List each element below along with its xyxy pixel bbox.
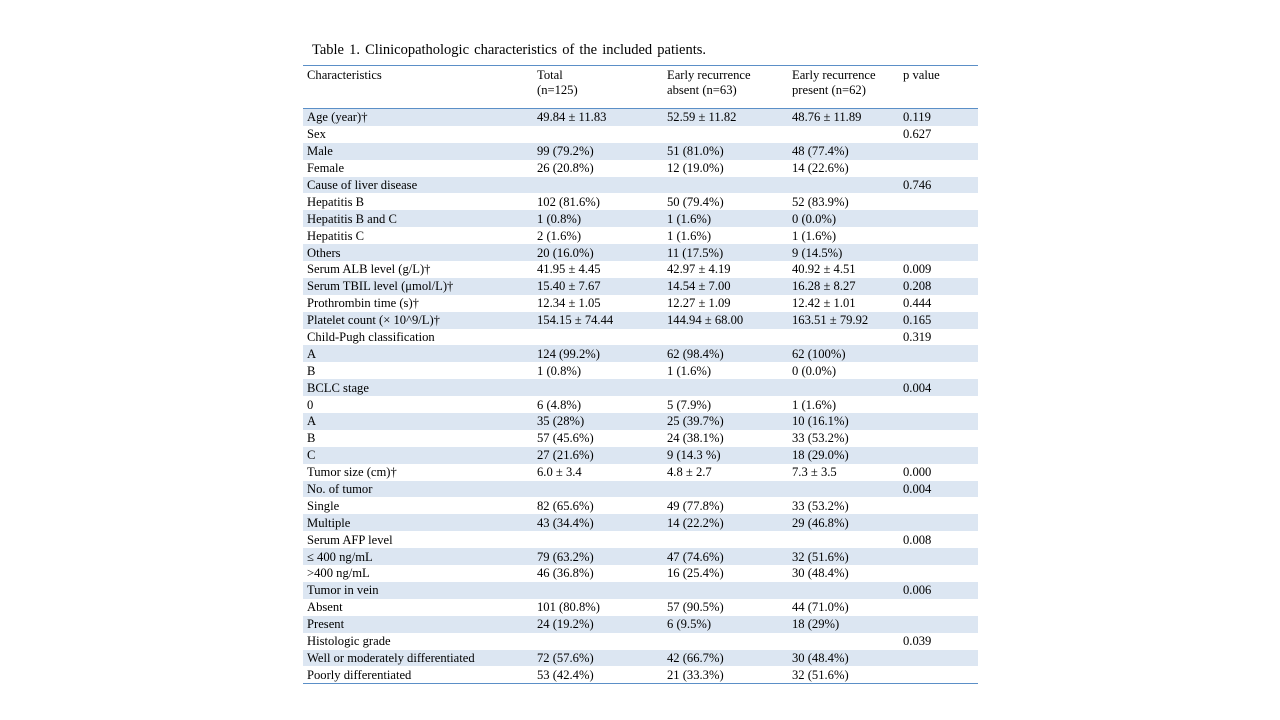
cell-total: 43 (34.4%): [537, 515, 594, 530]
cell-p-value: 0.000: [903, 465, 932, 480]
cell-characteristic: Age (year)†: [307, 110, 368, 125]
table-row: [303, 413, 978, 430]
cell-recurrence-present: 32 (51.6%): [792, 549, 849, 564]
cell-p-value: [899, 447, 978, 464]
cell-characteristic: Hepatitis C: [307, 228, 365, 243]
header-total: [533, 66, 663, 109]
cell-total: 124 (99.2%): [537, 346, 600, 361]
cell-characteristic: C: [307, 448, 316, 463]
cell-total: 82 (65.6%): [537, 498, 594, 513]
cell-total: [533, 582, 663, 599]
cell-p-value: 0.004: [903, 380, 932, 395]
cell-total: 102 (81.6%): [537, 194, 600, 209]
cell-characteristic: BCLC stage: [307, 380, 369, 395]
cell-p-value: 0.039: [903, 634, 932, 649]
cell-recurrence-present: 18 (29.0%): [792, 448, 849, 463]
table-row: [303, 616, 978, 633]
cell-recurrence-absent: 52.59 ± 11.82: [667, 110, 737, 125]
cell-p-value: 0.208: [903, 279, 932, 294]
table-row: [303, 666, 978, 683]
cell-recurrence-absent: 62 (98.4%): [667, 346, 724, 361]
cell-characteristic: B: [307, 363, 316, 378]
cell-recurrence-present: 33 (53.2%): [792, 431, 849, 446]
cell-total: 26 (20.8%): [537, 161, 594, 176]
cell-recurrence-present: [788, 481, 899, 498]
cell-p-value: [899, 396, 978, 413]
cell-total: 99 (79.2%): [537, 144, 594, 159]
cell-p-value: [899, 143, 978, 160]
cell-total: 2 (1.6%): [537, 228, 582, 243]
cell-p-value: 0.006: [903, 583, 932, 598]
cell-p-value: [899, 227, 978, 244]
cell-characteristic: Present: [307, 617, 345, 632]
cell-total: 72 (57.6%): [537, 650, 594, 665]
header-p-value: [899, 66, 978, 109]
cell-p-value: 0.165: [903, 313, 932, 328]
cell-recurrence-absent: [663, 177, 788, 194]
cell-p-value: 0.627: [903, 127, 932, 142]
cell-p-value: 0.746: [903, 178, 932, 192]
cell-characteristic: Histologic grade: [307, 634, 391, 649]
cell-total: 27 (21.6%): [537, 448, 594, 463]
table-row: [303, 548, 978, 565]
cell-recurrence-absent: [663, 582, 788, 599]
cell-total: 57 (45.6%): [537, 431, 594, 446]
cell-recurrence-absent: 6 (9.5%): [667, 617, 712, 632]
cell-recurrence-present: 44 (71.0%): [792, 600, 849, 615]
table-row: [303, 599, 978, 616]
cell-p-value: [899, 599, 978, 616]
cell-p-value: [899, 514, 978, 531]
cell-total: [533, 329, 663, 346]
cell-recurrence-absent: [663, 633, 788, 650]
cell-recurrence-absent: 57 (90.5%): [667, 600, 724, 615]
header-line: absent (n=63): [667, 83, 737, 97]
cell-total: 12.34 ± 1.05: [537, 296, 601, 311]
cell-recurrence-present: 1 (1.6%): [792, 397, 837, 412]
cell-characteristic: Absent: [307, 600, 343, 615]
header-characteristics: [303, 66, 533, 109]
cell-p-value: [899, 210, 978, 227]
cell-total: 79 (63.2%): [537, 549, 594, 564]
cell-recurrence-present: 33 (53.2%): [792, 498, 849, 513]
cell-recurrence-absent: 49 (77.8%): [667, 498, 724, 513]
header-recurrence-absent: [663, 66, 788, 109]
cell-recurrence-absent: [663, 531, 788, 548]
cell-total: 6.0 ± 3.4: [537, 465, 582, 480]
table-row: [303, 210, 978, 227]
cell-characteristic: 0: [307, 397, 314, 412]
cell-recurrence-present: [788, 177, 899, 194]
cell-recurrence-present: [788, 531, 899, 548]
table-row: [303, 497, 978, 514]
cell-recurrence-present: 52 (83.9%): [792, 194, 849, 209]
cell-p-value: [899, 413, 978, 430]
cell-recurrence-absent: [663, 126, 788, 143]
cell-total: [533, 126, 663, 143]
cell-p-value: [899, 666, 978, 683]
cell-recurrence-absent: 12 (19.0%): [667, 161, 724, 176]
cell-total: 154.15 ± 74.44: [537, 313, 614, 328]
cell-total: 53 (42.4%): [537, 667, 594, 682]
table-row: [303, 379, 978, 396]
cell-total: [533, 177, 663, 194]
cell-total: 101 (80.8%): [537, 600, 600, 615]
cell-total: [533, 481, 663, 498]
cell-recurrence-absent: 9 (14.3 %): [667, 448, 721, 463]
cell-p-value: [899, 160, 978, 177]
cell-recurrence-present: 30 (48.4%): [792, 566, 849, 581]
cell-total: 1 (0.8%): [537, 211, 582, 226]
cell-recurrence-absent: 1 (1.6%): [667, 363, 712, 378]
table-row: [303, 160, 978, 177]
cell-total: 49.84 ± 11.83: [537, 110, 607, 125]
cell-characteristic: Single: [307, 498, 340, 513]
cell-total: 35 (28%): [537, 414, 585, 429]
cell-characteristic: Cause of liver disease: [307, 178, 418, 192]
header-line: present (n=62): [792, 83, 866, 97]
header-line: p value: [903, 68, 940, 82]
cell-p-value: [899, 430, 978, 447]
cell-total: 15.40 ± 7.67: [537, 279, 601, 294]
cell-p-value: [899, 497, 978, 514]
cell-recurrence-absent: 1 (1.6%): [667, 228, 712, 243]
cell-characteristic: Platelet count (× 10^9/L)†: [307, 313, 440, 328]
cell-p-value: [899, 244, 978, 261]
header-line: Characteristics: [307, 68, 382, 82]
table-row: [303, 481, 978, 498]
cell-recurrence-absent: 24 (38.1%): [667, 431, 724, 446]
cell-recurrence-absent: [663, 481, 788, 498]
cell-characteristic: Well or moderately differentiated: [307, 650, 475, 665]
cell-characteristic: Male: [307, 144, 333, 159]
cell-characteristic: Prothrombin time (s)†: [307, 296, 419, 311]
cell-recurrence-absent: 25 (39.7%): [667, 414, 724, 429]
cell-total: 20 (16.0%): [537, 245, 594, 260]
cell-recurrence-absent: [663, 379, 788, 396]
table-row: [303, 633, 978, 650]
table-row: [303, 565, 978, 582]
cell-recurrence-absent: 5 (7.9%): [667, 397, 712, 412]
cell-total: 1 (0.8%): [537, 363, 582, 378]
header-row: [303, 66, 978, 109]
cell-recurrence-present: [788, 329, 899, 346]
cell-p-value: [899, 362, 978, 379]
table-row: [303, 261, 978, 278]
cell-recurrence-absent: 11 (17.5%): [667, 245, 724, 260]
cell-total: [533, 633, 663, 650]
cell-recurrence-absent: 42 (66.7%): [667, 650, 724, 665]
cell-p-value: [899, 193, 978, 210]
cell-recurrence-present: 163.51 ± 79.92: [792, 313, 869, 328]
table-row: [303, 396, 978, 413]
cell-p-value: 0.444: [903, 296, 932, 311]
characteristics-table-container: [303, 65, 978, 684]
cell-characteristic: Child-Pugh classification: [307, 330, 435, 345]
cell-recurrence-present: 48.76 ± 11.89: [792, 110, 862, 125]
cell-recurrence-absent: [663, 329, 788, 346]
cell-recurrence-present: 18 (29%): [792, 617, 840, 632]
cell-recurrence-absent: 14 (22.2%): [667, 515, 724, 530]
cell-recurrence-present: [788, 582, 899, 599]
table-row: [303, 143, 978, 160]
cell-total: 24 (19.2%): [537, 617, 594, 632]
table-row: [303, 345, 978, 362]
cell-total: 46 (36.8%): [537, 566, 594, 581]
cell-characteristic: B: [307, 431, 316, 446]
cell-p-value: [899, 616, 978, 633]
header-line: Early recurrence: [667, 68, 751, 82]
table-row: [303, 582, 978, 599]
cell-p-value: 0.319: [903, 330, 932, 345]
cell-characteristic: Tumor size (cm)†: [307, 465, 397, 480]
table-row: [303, 514, 978, 531]
table-row: [303, 295, 978, 312]
table-header: [303, 66, 978, 109]
table-row: [303, 227, 978, 244]
cell-recurrence-present: 30 (48.4%): [792, 650, 849, 665]
characteristics-table: [303, 65, 978, 684]
table-row: [303, 109, 978, 126]
table-row: [303, 447, 978, 464]
header-line: (n=125): [537, 83, 578, 97]
cell-recurrence-absent: 42.97 ± 4.19: [667, 262, 731, 277]
cell-characteristic: Serum ALB level (g/L)†: [307, 262, 431, 277]
cell-p-value: [899, 565, 978, 582]
cell-recurrence-present: 1 (1.6%): [792, 228, 837, 243]
cell-p-value: [899, 548, 978, 565]
header-line: Total: [537, 68, 563, 82]
cell-recurrence-absent: 50 (79.4%): [667, 194, 724, 209]
cell-p-value: [899, 650, 978, 667]
table-row: [303, 362, 978, 379]
table-row: [303, 430, 978, 447]
cell-characteristic: A: [307, 346, 317, 361]
cell-recurrence-present: 7.3 ± 3.5: [792, 465, 837, 480]
cell-recurrence-present: 12.42 ± 1.01: [792, 296, 856, 311]
cell-p-value: 0.008: [903, 532, 932, 547]
cell-recurrence-absent: 21 (33.3%): [667, 667, 724, 682]
table-row: [303, 464, 978, 481]
cell-total: 41.95 ± 4.45: [537, 262, 601, 277]
cell-total: [533, 379, 663, 396]
table-body: [303, 109, 978, 684]
table-row: [303, 244, 978, 261]
cell-p-value: 0.009: [903, 262, 932, 277]
cell-recurrence-present: [788, 633, 899, 650]
cell-recurrence-absent: 16 (25.4%): [667, 566, 724, 581]
cell-recurrence-present: [788, 126, 899, 143]
cell-recurrence-present: 40.92 ± 4.51: [792, 262, 856, 277]
cell-recurrence-present: 29 (46.8%): [792, 515, 849, 530]
cell-recurrence-present: 16.28 ± 8.27: [792, 279, 856, 294]
header-line: Early recurrence: [792, 68, 876, 82]
cell-characteristic: Sex: [307, 127, 326, 142]
cell-recurrence-present: 62 (100%): [792, 346, 846, 361]
table-row: [303, 312, 978, 329]
cell-recurrence-absent: 12.27 ± 1.09: [667, 296, 731, 311]
cell-characteristic: Serum TBIL level (μmol/L)†: [307, 279, 454, 294]
cell-recurrence-absent: 14.54 ± 7.00: [667, 279, 731, 294]
cell-recurrence-present: 32 (51.6%): [792, 667, 849, 682]
cell-characteristic: Multiple: [307, 515, 351, 530]
cell-characteristic: Others: [307, 245, 341, 260]
cell-recurrence-absent: 1 (1.6%): [667, 211, 712, 226]
cell-recurrence-present: 0 (0.0%): [792, 211, 837, 226]
cell-recurrence-present: 9 (14.5%): [792, 245, 843, 260]
cell-recurrence-present: 14 (22.6%): [792, 161, 849, 176]
cell-p-value: 0.119: [903, 110, 931, 125]
cell-recurrence-present: 0 (0.0%): [792, 363, 837, 378]
table-row: [303, 650, 978, 667]
table-row: [303, 193, 978, 210]
header-recurrence-present: [788, 66, 899, 109]
table-row: [303, 278, 978, 295]
cell-characteristic: Female: [307, 161, 345, 176]
cell-p-value: 0.004: [903, 482, 932, 497]
cell-p-value: [899, 345, 978, 362]
table-row: [303, 126, 978, 143]
cell-characteristic: ≤ 400 ng/mL: [307, 549, 373, 564]
cell-characteristic: Tumor in vein: [307, 583, 379, 598]
cell-recurrence-present: 10 (16.1%): [792, 414, 849, 429]
cell-characteristic: Hepatitis B: [307, 194, 365, 209]
cell-recurrence-absent: 47 (74.6%): [667, 549, 724, 564]
cell-recurrence-present: 48 (77.4%): [792, 144, 849, 159]
table-row: [303, 531, 978, 548]
table-caption: Table 1. Clinicopathologic characteristics of the included patients.: [312, 42, 707, 58]
cell-recurrence-absent: 4.8 ± 2.7: [667, 465, 712, 480]
cell-characteristic: A: [307, 414, 317, 429]
cell-characteristic: Poorly differentiated: [307, 667, 412, 682]
table-row: [303, 329, 978, 346]
cell-characteristic: >400 ng/mL: [307, 566, 370, 581]
cell-recurrence-absent: 51 (81.0%): [667, 144, 724, 159]
cell-characteristic: Serum AFP level: [307, 532, 393, 547]
table-row: [303, 177, 978, 194]
cell-recurrence-absent: 144.94 ± 68.00: [667, 313, 744, 328]
cell-characteristic: No. of tumor: [307, 482, 373, 497]
cell-recurrence-present: [788, 379, 899, 396]
cell-total: 6 (4.8%): [537, 397, 582, 412]
cell-total: [533, 531, 663, 548]
cell-characteristic: Hepatitis B and C: [307, 211, 397, 226]
